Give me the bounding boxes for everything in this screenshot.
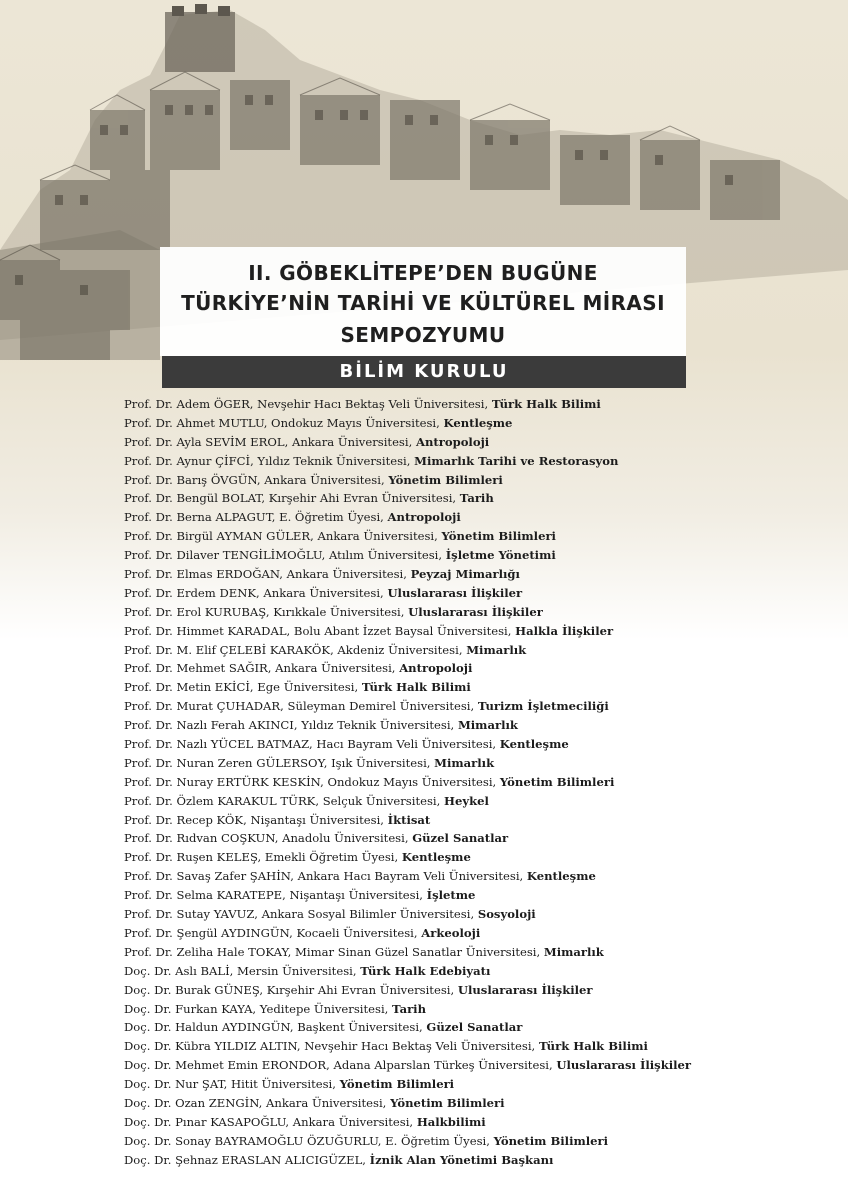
member-name-affiliation: Doç. Dr. Pınar KASAPOĞLU, Ankara Üniversitesi, [124,1114,417,1129]
title-line-2: TÜRKİYE’NİN TARİHİ VE KÜLTÜREL MİRASI [181,291,665,315]
member-field: Halkla İlişkiler [515,623,614,638]
member-field: Kentleşme [526,869,596,884]
member-field: Türk Halk Bilimi [538,1039,648,1054]
member-name-affiliation: Doç. Dr. Mehmet Emin ERONDOR, Adana Alparslan Türkeş Üniversitesi, [124,1058,557,1073]
member-row [124,565,840,584]
member-field: Tarih [392,1001,427,1016]
member-field: Uluslararası İlişkiler [556,1058,692,1073]
title-line-3: SEMPOZYUMU [340,323,506,347]
member-name-affiliation: Prof. Dr. Bengül BOLAT, Kırşehir Ahi Evran Üniversitesi, [124,491,460,506]
member-row [124,659,840,678]
member-name-affiliation: Prof. Dr. M. Elif ÇELEBİ KARAKÖK, Akdeniz Üniversitesi, [124,642,467,657]
member-name-affiliation: Prof. Dr. Aynur ÇİFCİ, Yıldız Teknik Üniversitesi, [124,453,415,468]
member-name-affiliation: Prof. Dr. Elmas ERDOĞAN, Ankara Üniversitesi, [124,567,411,582]
member-row [124,981,840,1000]
member-name-affiliation: Prof. Dr. Selma KARATEPE, Nişantaşı Üniversitesi, [124,888,427,903]
member-row [124,433,840,452]
member-name-affiliation: Prof. Dr. Sutay YAVUZ, Ankara Sosyal Bilimler Üniversitesi, [124,907,478,922]
member-field: İşletme Yönetimi [445,548,556,563]
member-name-affiliation: Prof. Dr. Erdem DENK, Ankara Üniversitesi, [124,585,388,600]
member-field: Yönetim Bilimleri [390,1095,505,1110]
member-name-affiliation: Doç. Dr. Kübra YILDIZ ALTIN, Nevşehir Hacı Bektaş Veli Üniversitesi, [124,1039,539,1054]
member-row [124,962,840,981]
member-row [124,1075,840,1094]
title-box [160,247,686,356]
title-line-1: II. GÖBEKLİTEPE’DEN BUGÜNE [248,261,598,285]
member-name-affiliation: Prof. Dr. Metin EKİCİ, Ege Üniversitesi, [124,680,362,695]
committee-heading-bar [162,356,686,388]
member-field: Mimarlık [543,944,604,959]
member-row [124,1094,840,1113]
member-row [124,584,840,603]
member-field: Yönetim Bilimleri [339,1077,455,1092]
member-field: Yönetim Bilimleri [388,472,503,487]
member-field: Turizm İşletmeciliği [477,699,609,714]
member-name-affiliation: Doç. Dr. Nur ŞAT, Hitit Üniversitesi, [124,1077,340,1092]
member-name-affiliation: Doç. Dr. Aslı BALİ, Mersin Üniversitesi, [124,963,361,978]
member-name-affiliation: Prof. Dr. Adem ÖGER, Nevşehir Hacı Bektaş Veli Üniversitesi, [124,397,492,411]
member-name-affiliation: Doç. Dr. Sonay BAYRAMOĞLU ÖZUĞURLU, E. Öğretim Üyesi, [124,1133,494,1148]
member-name-affiliation: Prof. Dr. Dilaver TENGİLİMOĞLU, Atılım Üniversitesi, [124,548,446,563]
member-row [124,603,840,622]
member-field: Yönetim Bilimleri [499,774,615,789]
member-field: Heykel [444,793,489,808]
member-row [124,1113,840,1132]
member-name-affiliation: Doç. Dr. Furkan KAYA, Yeditepe Üniversitesi, [124,1001,393,1016]
member-field: Güzel Sanatlar [426,1020,523,1035]
member-name-affiliation: Doç. Dr. Haldun AYDINGÜN, Başkent Üniversitesi, [124,1020,427,1035]
member-row [124,641,840,660]
member-row [124,829,840,848]
member-name-affiliation: Prof. Dr. Nazlı Ferah AKINCI, Yıldız Teknik Üniversitesi, [124,718,458,733]
member-field: Mimarlık [466,642,527,657]
member-field: Mimarlık [434,755,495,770]
member-name-affiliation: Prof. Dr. Şengül AYDINGÜN, Kocaeli Üniversitesi, [124,925,422,940]
member-field: Yönetim Bilimleri [493,1133,609,1148]
member-field: Mimarlık [457,718,518,733]
member-field: Kentleşme [499,737,569,752]
member-name-affiliation: Prof. Dr. Nuran Zeren GÜLERSOY, Işık Üniversitesi, [124,755,435,770]
member-row [124,735,840,754]
member-row [124,622,840,641]
member-row [124,678,840,697]
member-name-affiliation: Prof. Dr. Birgül AYMAN GÜLER, Ankara Üniversitesi, [124,529,442,544]
member-row [124,471,840,490]
member-field: Tarih [459,491,494,506]
member-row [124,716,840,735]
member-row [124,508,840,527]
member-field: Güzel Sanatlar [412,831,509,846]
member-row [124,924,840,943]
member-row [124,1151,840,1170]
member-row [124,527,840,546]
member-field: Antropoloji [415,434,490,449]
member-row [124,1056,840,1075]
member-field: Antropoloji [399,661,473,676]
member-name-affiliation: Doç. Dr. Şehnaz ERASLAN ALICIGÜZEL, [124,1152,370,1167]
member-name-affiliation: Prof. Dr. Erol KURUBAŞ, Kırıkkale Üniversitesi, [124,604,409,619]
member-row [124,905,840,924]
member-field: Türk Halk Bilimi [491,397,601,411]
member-row [124,546,840,565]
member-name-affiliation: Prof. Dr. Berna ALPAGUT, E. Öğretim Üyesi, [124,510,388,525]
member-field: Peyzaj Mimarlığı [410,567,520,582]
member-row [124,414,840,433]
member-field: Antropoloji [387,510,461,525]
member-row [124,1018,840,1037]
member-field: Türk Halk Bilimi [361,680,471,695]
member-row [124,773,840,792]
member-field: İşletme [426,888,476,903]
member-row [124,792,840,811]
member-name-affiliation: Prof. Dr. Ruşen KELEŞ, Emekli Öğretim Üyesi, [124,850,402,865]
member-name-affiliation: Prof. Dr. Ayla SEVİM EROL, Ankara Üniversitesi, [124,434,416,449]
member-row [124,886,840,905]
member-name-affiliation: Prof. Dr. Mehmet SAĞIR, Ankara Üniversitesi, [124,661,400,676]
member-name-affiliation: Prof. Dr. Nuray ERTÜRK KESKİN, Ondokuz Mayıs Üniversitesi, [124,774,500,789]
member-field: Uluslararası İlişkiler [387,585,523,600]
member-name-affiliation: Prof. Dr. Murat ÇUHADAR, Süleyman Demirel Üniversitesi, [124,699,478,714]
member-field: Mimarlık Tarihi ve Restorasyon [414,453,619,468]
member-name-affiliation: Prof. Dr. Zeliha Hale TOKAY, Mimar Sinan Güzel Sanatlar Üniversitesi, [124,944,544,959]
member-name-affiliation: Prof. Dr. Himmet KARADAL, Bolu Abant İzzet Baysal Üniversitesi, [124,623,516,638]
committee-heading: BİLİM KURULU [339,361,509,382]
member-row [124,1037,840,1056]
member-field: Türk Halk Edebiyatı [360,963,491,978]
member-name-affiliation: Prof. Dr. Rıdvan COŞKUN, Anadolu Üniversitesi, [124,831,413,846]
member-field: İktisat [387,812,431,827]
member-name-affiliation: Prof. Dr. Özlem KARAKUL TÜRK, Selçuk Üniversitesi, [124,793,444,808]
member-field: Uluslararası İlişkiler [457,982,593,997]
member-row [124,697,840,716]
member-field: Kentleşme [443,415,513,430]
member-row [124,943,840,962]
member-field: Halkbilimi [416,1114,486,1129]
member-row [124,848,840,867]
member-name-affiliation: Prof. Dr. Barış ÖVGÜN, Ankara Üniversitesi, [124,472,389,487]
member-row [124,867,840,886]
member-row [124,754,840,773]
member-field: Yönetim Bilimleri [441,529,556,544]
member-row [124,1000,840,1019]
member-field: Kentleşme [401,850,471,865]
member-name-affiliation: Prof. Dr. Savaş Zafer ŞAHİN, Ankara Hacı Bayram Veli Üniversitesi, [124,869,527,884]
member-row [124,811,840,830]
member-row [124,1132,840,1151]
member-row [124,452,840,471]
member-row [124,395,840,414]
member-field: İznik Alan Yönetimi Başkanı [369,1152,554,1167]
committee-member-list [124,395,840,1170]
member-name-affiliation: Doç. Dr. Ozan ZENGİN, Ankara Üniversitesi, [124,1095,391,1110]
member-row [124,489,840,508]
member-name-affiliation: Prof. Dr. Ahmet MUTLU, Ondokuz Mayıs Üniversitesi, [124,415,444,430]
member-name-affiliation: Prof. Dr. Nazlı YÜCEL BATMAZ, Hacı Bayram Veli Üniversitesi, [124,737,500,752]
member-field: Uluslararası İlişkiler [408,604,543,619]
member-field: Sosyoloji [477,907,536,922]
member-name-affiliation: Prof. Dr. Recep KÖK, Nişantaşı Üniversitesi, [124,812,388,827]
member-field: Arkeoloji [421,925,481,940]
member-name-affiliation: Doç. Dr. Burak GÜNEŞ, Kırşehir Ahi Evran Üniversitesi, [124,982,458,997]
